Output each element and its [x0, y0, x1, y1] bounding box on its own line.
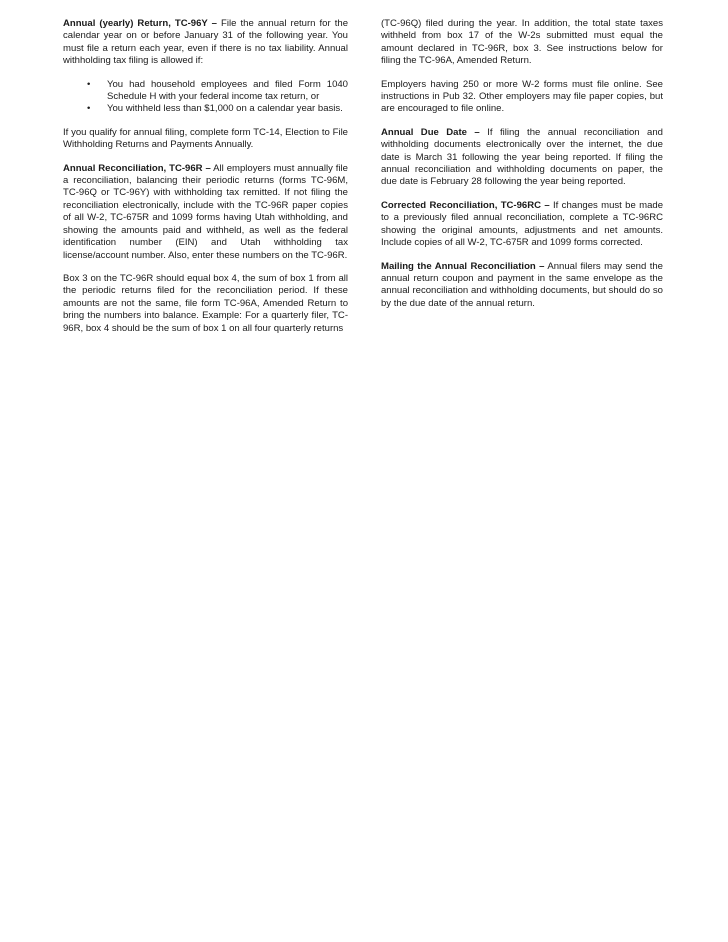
left-column: [63, 18, 348, 346]
reconciliation-text: All employers must annually file a reconciliation, balancing their periodic returns (forms TC-96M, TC-96Q or TC-96Y) with withholding tax remitted. If not filing the reconciliation electronically, include with the TC-96R paper copies of all W-2, TC-675R and 1099 forms having Utah withholding, and showing the amounts paid and withheld, as well as the federal identification number (EIN) and Utah withholding tax license/account number. Also, enter these numbers on the TC-96R.: [63, 162, 348, 261]
mailing-heading: Mailing the Annual Reconciliation –: [381, 260, 545, 272]
bullet-icon: •: [87, 78, 91, 90]
w2-paragraph: Employers having 250 or more W-2 forms must file online. See instructions in Pub 32. Other employers may file paper copies, but are encouraged to file online.: [381, 78, 663, 115]
reconciliation-paragraph: [63, 163, 348, 262]
box3-paragraph: Box 3 on the TC-96R should equal box 4, the sum of box 1 from all the periodic returns filed for the reconciliation period. If these amounts are not the same, file form TC-96A, Amended Return to bring the numbers into balance. Example: For a quarterly filer, TC-96R, box 4 should be the sum of box 1 on all four quarterly returns: [63, 272, 348, 334]
right-column: [381, 18, 663, 321]
reconciliation-heading: Annual Reconciliation, TC-96R –: [63, 162, 211, 174]
annual-return-paragraph: [63, 18, 348, 68]
due-date-text: If filing the annual reconciliation and withholding documents electronically over the internet, the due date is March 31 following the year being reported. If filing the annual reconciliation and withholding documents on paper, the due date is February 28 following the year being reported.: [381, 126, 663, 188]
qualify-paragraph: If you qualify for annual filing, complete form TC-14, Election to File Withholding Returns and Payments Annually.: [63, 126, 348, 151]
due-date-paragraph: [381, 127, 663, 189]
due-date-heading: Annual Due Date –: [381, 126, 480, 138]
annual-return-heading: Annual (yearly) Return, TC-96Y –: [63, 18, 217, 29]
list-item: [63, 103, 348, 115]
mailing-text: Annual filers may send the annual return coupon and payment in the same envelope as the annual reconciliation and withholding documents, but should do so by the due date of the annual return.: [381, 260, 663, 309]
list-item: [63, 79, 348, 104]
mailing-paragraph: [381, 261, 663, 311]
bullet-icon: •: [87, 103, 91, 115]
eligibility-list: [63, 79, 348, 116]
corrected-text: If changes must be made to a previously filed annual reconciliation, complete a TC-96RC showing the original amounts, adjustments and net amounts. Include copies of all W-2, TC-675R and 1099 forms corrected.: [381, 199, 664, 249]
annual-return-text: File the annual return for the calendar year on or before January 31 of the following year. You must file a return each year, even if there is no tax liability. Annual withholding tax filing is allowed if:: [63, 18, 348, 67]
list-item-text: You had household employees and filed Form 1040 Schedule H with your federal income tax return, or: [107, 78, 348, 103]
corrected-heading: Corrected Reconciliation, TC-96RC –: [381, 199, 550, 211]
continuation-paragraph: (TC-96Q) filed during the year. In addition, the total state taxes withheld from box 17 of the W-2s submitted must equal the amount declared in TC-96R, box 3. See instructions below for filing the TC-96A, Amended Return.: [381, 18, 663, 67]
list-item-text: You withheld less than $1,000 on a calendar year basis.: [107, 103, 343, 115]
corrected-paragraph: [381, 200, 663, 250]
